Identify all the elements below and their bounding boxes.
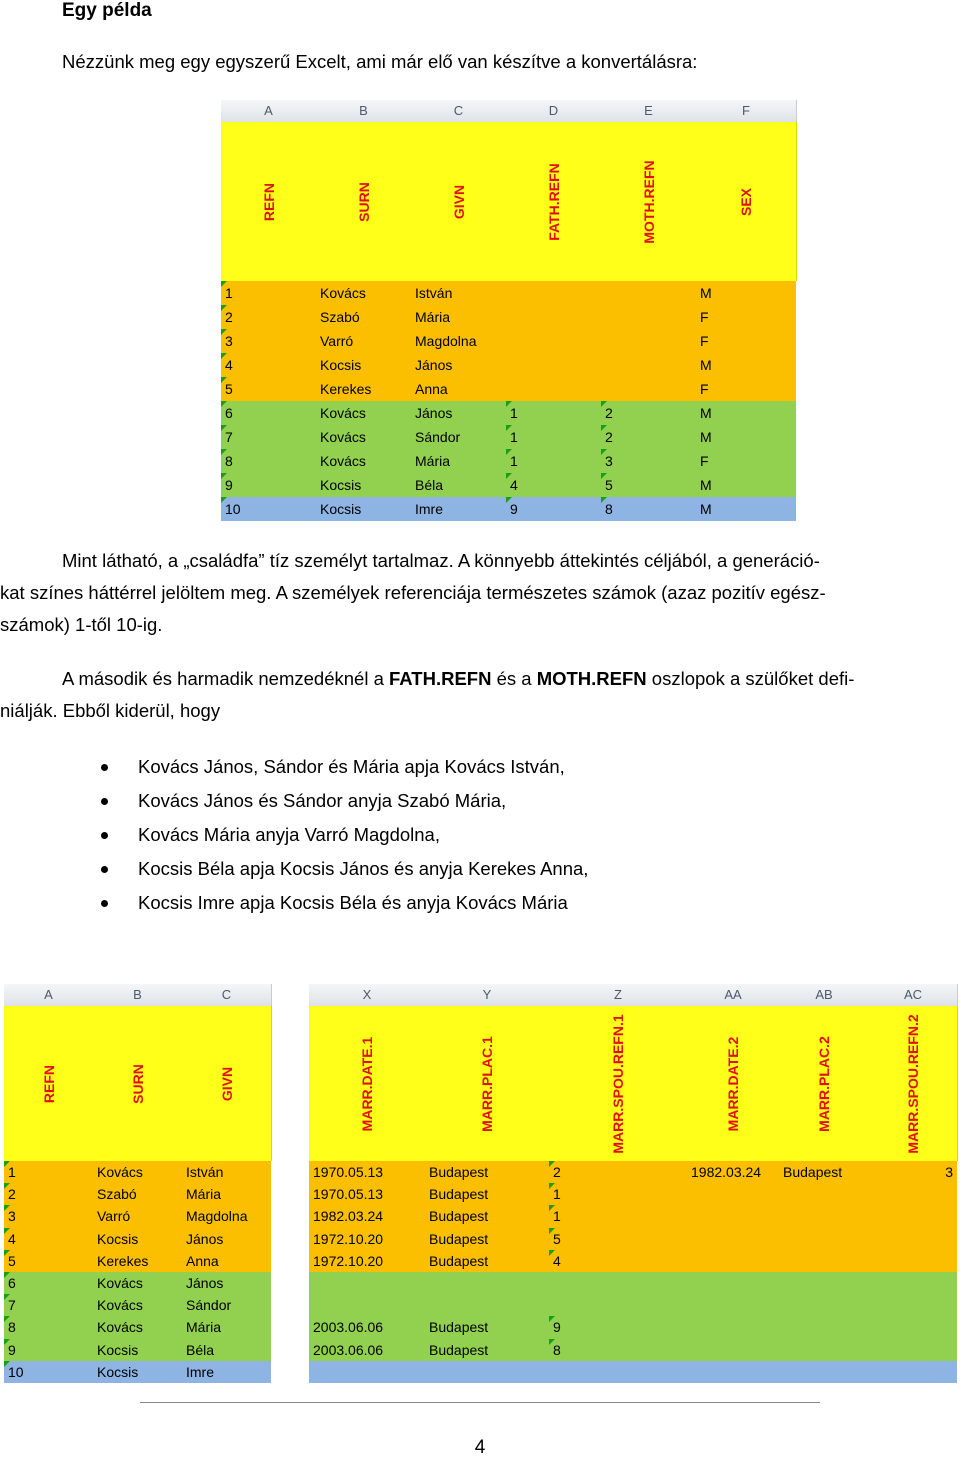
error-indicator-icon [221,401,227,407]
bold-term-fath-refn: FATH.REFN [389,668,492,689]
table-cell[interactable] [687,1361,779,1383]
error-indicator-icon [4,1294,10,1300]
header-cell [779,1006,870,1161]
table-row [4,1316,271,1338]
paragraph-line: Mint látható, a „családfa” tíz személyt tartalmaz. A könnyebb áttekintés céljából, a generáció- [62,550,820,571]
paragraph-line: niálják. Ebből kiderül, hogy [0,700,221,721]
header-label: MARR.SPOU.REFN.1 [610,1013,626,1154]
table-cell[interactable]: Kocsis [97,1341,139,1358]
table-row [309,1294,957,1316]
table-cell[interactable]: M [700,477,712,493]
table-cell[interactable]: Budapest [429,1230,489,1247]
header-cell [309,1006,426,1161]
header-label: SURN [355,181,372,222]
list-item: Kovács János, Sándor és Mária apja Kovács István, [0,750,588,784]
paragraph-line [0,663,952,695]
table-cell[interactable]: 9 [506,497,601,521]
error-indicator-icon [221,473,227,479]
table-cell[interactable]: 5 [549,1228,687,1250]
table-cell[interactable] [506,377,601,401]
table-cell[interactable]: Budapest [429,1186,489,1203]
table-cell[interactable] [309,1361,425,1383]
table-cell[interactable] [779,1250,869,1272]
table-cell[interactable] [309,1272,425,1294]
column-letter[interactable]: B [93,984,183,1007]
table-cell[interactable] [601,281,696,305]
table-cell[interactable]: 8 [549,1339,687,1361]
header-cell [182,1006,272,1161]
error-indicator-icon [4,1228,10,1234]
header-label: SEX [738,187,754,216]
header-cell [687,1006,780,1161]
table-cell[interactable]: M [700,501,712,517]
table-cell[interactable]: 8 [4,1316,93,1338]
table-cell[interactable]: Kocsis [320,501,362,517]
error-indicator-icon [549,1205,555,1211]
error-indicator-icon [549,1161,555,1167]
spreadsheet-1 [221,100,796,518]
table-row [309,1228,957,1250]
table-cell[interactable] [506,305,601,329]
text-run: oszlopok a szülőket defi- [646,668,855,689]
table-cell[interactable]: F [700,381,709,397]
table-cell[interactable]: Budapest [429,1164,489,1180]
paragraph-family-tree [0,545,952,641]
table-cell[interactable]: 10 [221,497,316,521]
error-indicator-icon [221,449,227,455]
error-indicator-icon [4,1183,10,1189]
error-indicator-icon [4,1272,10,1278]
paragraph-line: számok) 1-től 10-ig. [0,614,163,635]
table-cell[interactable]: István [186,1164,224,1180]
table-cell[interactable]: 2003.06.06 [313,1319,384,1336]
table-cell[interactable]: Varró [97,1208,131,1225]
table-cell[interactable]: 1 [4,1161,93,1183]
column-letter[interactable]: C [182,984,272,1007]
error-indicator-icon [221,353,227,359]
table-row [221,425,796,449]
table-cell[interactable]: 5 [4,1250,93,1272]
table-cell[interactable]: 3 [4,1205,93,1227]
table-cell[interactable]: F [700,333,709,349]
table-cell[interactable]: 4 [506,473,601,497]
error-indicator-icon [601,473,607,479]
table-cell[interactable]: Kovács [97,1275,143,1291]
table-cell[interactable] [779,1316,869,1338]
error-indicator-icon [221,329,227,335]
table-cell[interactable]: 4 [549,1250,687,1272]
table-row [4,1205,271,1227]
table-cell[interactable]: 4 [221,353,316,377]
list-item: Kocsis Imre apja Kocsis Béla és anyja Kovács Mária [0,886,588,920]
table-cell[interactable]: Anna [186,1252,219,1269]
error-indicator-icon [221,497,227,503]
table-cell[interactable]: 8 [221,449,316,473]
table-cell[interactable] [779,1272,869,1294]
table-cell[interactable] [869,1339,957,1361]
table-row [309,1183,957,1205]
table-cell[interactable]: 1972.10.20 [313,1252,384,1269]
table-row [309,1161,957,1183]
table-row [309,1272,957,1294]
table-cell[interactable]: Béla [186,1341,215,1358]
table-cell[interactable]: 1 [506,449,601,473]
table-cell[interactable]: 5 [221,377,316,401]
table-cell[interactable]: Kocsis [320,357,362,373]
table-cell[interactable]: Varró [320,333,354,349]
table-cell[interactable]: 2 [4,1183,93,1205]
header-label: MOTH.REFN [640,159,657,244]
table-cell[interactable]: F [700,453,709,469]
table-row [221,329,796,353]
table-cell[interactable] [687,1272,779,1294]
table-cell[interactable]: Kocsis [320,477,362,493]
table-cell[interactable] [425,1361,549,1383]
table-cell[interactable]: 8 [601,497,696,521]
table-cell[interactable] [687,1228,779,1250]
table-cell[interactable]: M [700,405,712,421]
table-cell[interactable]: 1970.05.13 [313,1164,384,1180]
table-cell[interactable]: Kocsis [97,1230,139,1247]
table-cell[interactable]: Imre [186,1363,214,1380]
column-letter[interactable]: B [316,100,412,123]
header-label: MARR.PLAC.2 [816,1035,832,1132]
table-cell[interactable]: 3 [601,449,696,473]
table-cell[interactable]: 1972.10.20 [313,1230,384,1247]
list-item: Kocsis Béla apja Kocsis János és anyja Kerekes Anna, [0,852,588,886]
error-indicator-icon [4,1316,10,1322]
table-cell[interactable] [425,1272,549,1294]
table-cell[interactable]: Kovács [320,285,366,301]
table-cell[interactable] [506,281,601,305]
paragraph-parents [0,663,952,727]
table-cell[interactable]: 2 [549,1161,687,1183]
table-cell[interactable]: 1 [549,1183,687,1205]
header-label: MARR.DATE.2 [725,1036,741,1131]
table-cell[interactable]: János [186,1275,224,1291]
text-run: A második és harmadik nemzedéknél a [62,668,390,689]
table-cell[interactable]: 2 [221,305,316,329]
table-row [309,1316,957,1338]
table-cell[interactable] [869,1228,957,1250]
error-indicator-icon [506,497,512,503]
table-row [309,1205,957,1227]
column-letter[interactable]: E [601,100,697,123]
table-cell[interactable]: 1 [221,281,316,305]
table-cell[interactable]: Kovács [97,1297,143,1314]
table-cell[interactable]: 1970.05.13 [313,1186,384,1203]
error-indicator-icon [4,1361,10,1367]
list-item: Kovács János és Sándor anyja Szabó Mária, [0,784,588,818]
table-cell[interactable]: Mária [415,309,451,325]
table-cell[interactable] [601,305,696,329]
table-cell[interactable] [601,377,696,401]
table-cell[interactable]: Sándor [186,1297,232,1314]
table-row [4,1250,271,1272]
table-row [4,1272,271,1294]
header-label: REFN [40,1064,57,1103]
table-cell[interactable]: Budapest [429,1341,489,1358]
table-cell[interactable]: 1982.03.24 [313,1208,384,1225]
error-indicator-icon [221,425,227,431]
table-cell[interactable]: Kovács [97,1164,143,1180]
error-indicator-icon [221,305,227,311]
text-run: és a [491,668,537,689]
column-letter[interactable]: Y [425,984,550,1007]
table-cell[interactable]: Szabó [97,1186,137,1203]
table-cell[interactable]: 9 [221,473,316,497]
table-cell[interactable]: Imre [415,501,443,517]
table-row [4,1228,271,1250]
table-cell[interactable]: M [700,285,712,301]
table-cell[interactable]: Kerekes [97,1252,149,1269]
table-cell[interactable] [549,1272,687,1294]
page-number: 4 [474,1437,486,1458]
table-cell[interactable] [687,1205,779,1227]
error-indicator-icon [601,425,607,431]
spreadsheet-2 [4,984,954,1380]
table-cell[interactable]: Sándor [415,429,461,445]
error-indicator-icon [549,1250,555,1256]
table-row [221,473,796,497]
table-cell[interactable]: 5 [601,473,696,497]
error-indicator-icon [4,1161,10,1167]
header-cell [4,1006,94,1161]
table-cell[interactable]: Budapest [429,1319,489,1336]
table-cell[interactable]: 9 [4,1339,93,1361]
table-cell[interactable]: Budapest [783,1164,843,1180]
table-cell[interactable]: János [415,405,453,421]
table-cell[interactable]: Kovács [320,429,366,445]
table-cell[interactable]: 3 [945,1164,953,1180]
paragraph-line: kat színes háttérrel jelöltem meg. A személyek referenciája természetes számok (azaz pozitív egész- [0,582,826,603]
table-cell[interactable] [779,1339,869,1361]
table-cell[interactable]: Béla [415,477,444,493]
header-label: FATH.REFN [545,162,562,241]
table-cell[interactable] [506,329,601,353]
table-cell[interactable]: 4 [4,1228,93,1250]
table-cell[interactable] [869,1183,957,1205]
header-label: MARR.SPOU.REFN.2 [905,1013,921,1154]
table-row [4,1294,271,1316]
error-indicator-icon [506,449,512,455]
error-indicator-icon [549,1228,555,1234]
table-cell[interactable]: 9 [549,1316,687,1338]
table-cell[interactable] [601,329,696,353]
table-cell[interactable]: F [700,309,709,325]
table-cell[interactable]: 1 [506,401,601,425]
table-cell[interactable] [869,1316,957,1338]
table-cell[interactable] [779,1183,869,1205]
table-row [221,353,796,377]
header-cell [601,122,697,281]
table-cell[interactable] [687,1294,779,1316]
table-cell[interactable] [687,1316,779,1338]
table-cell[interactable]: Budapest [429,1252,489,1269]
table-cell[interactable]: Mária [186,1319,222,1336]
table-row [4,1183,271,1205]
table-cell[interactable]: Kovács [320,405,366,421]
error-indicator-icon [4,1339,10,1345]
table-cell[interactable]: Kovács [320,453,366,469]
column-letter[interactable]: Z [549,984,688,1007]
table-cell[interactable] [869,1294,957,1316]
error-indicator-icon [221,281,227,287]
table-cell[interactable]: Mária [415,453,451,469]
error-indicator-icon [4,1250,10,1256]
table-cell[interactable]: János [186,1230,224,1247]
column-letter[interactable]: A [221,100,317,123]
table-cell[interactable]: 2 [601,425,696,449]
table-cell[interactable]: János [415,357,453,373]
header-label: REFN [260,182,277,221]
table-cell[interactable] [869,1272,957,1294]
column-letter[interactable]: AA [687,984,780,1007]
table-cell[interactable] [506,353,601,377]
table-cell[interactable]: 1 [549,1205,687,1227]
header-cell [411,122,507,281]
error-indicator-icon [506,473,512,479]
error-indicator-icon [601,401,607,407]
table-cell[interactable]: Mária [186,1186,222,1203]
column-letter[interactable]: X [309,984,426,1007]
table-cell[interactable] [687,1339,779,1361]
table-cell[interactable]: Anna [415,381,448,397]
header-cell [221,122,317,281]
header-label: MARR.DATE.1 [359,1036,375,1131]
header-cell [506,122,602,281]
section-heading: Egy példa [62,0,152,21]
table-row [221,281,796,305]
error-indicator-icon [506,401,512,407]
table-cell[interactable]: Szabó [320,309,360,325]
table-cell[interactable] [687,1250,779,1272]
table-row [221,305,796,329]
table-cell[interactable]: 1982.03.24 [691,1164,762,1180]
table-cell[interactable] [779,1205,869,1227]
bold-term-moth-refn: MOTH.REFN [536,668,647,689]
header-cell [316,122,412,281]
table-cell[interactable] [779,1228,869,1250]
error-indicator-icon [601,497,607,503]
table-row [221,449,796,473]
table-cell[interactable] [687,1183,779,1205]
header-cell [549,1006,688,1161]
table-row [4,1161,271,1183]
column-letter[interactable]: C [411,100,507,123]
error-indicator-icon [549,1183,555,1189]
column-letter[interactable]: F [696,100,797,123]
table-row [309,1361,957,1383]
table-cell[interactable]: 2 [601,401,696,425]
relationship-list [0,750,588,920]
table-cell[interactable]: 2003.06.06 [313,1341,384,1358]
table-cell[interactable]: Budapest [429,1208,489,1225]
table-cell[interactable] [869,1250,957,1272]
table-cell[interactable]: 3 [221,329,316,353]
intro-paragraph: Nézzünk meg egy egyszerű Excelt, ami már elő van készítve a konvertálásra: [62,51,698,72]
error-indicator-icon [4,1205,10,1211]
table-cell[interactable]: Kovács [97,1319,143,1336]
column-letter[interactable]: AC [869,984,958,1007]
list-item: Kovács Mária anyja Varró Magdolna, [0,818,588,852]
header-label: GIVN [450,184,467,219]
table-cell[interactable] [549,1361,687,1383]
header-cell [425,1006,550,1161]
table-cell[interactable] [601,353,696,377]
error-indicator-icon [601,449,607,455]
table-row [4,1361,271,1383]
column-letter[interactable]: D [506,100,602,123]
table-cell[interactable]: 10 [4,1361,93,1383]
table-cell[interactable] [549,1294,687,1316]
column-letter[interactable]: A [4,984,94,1007]
table-cell[interactable]: Magdolna [186,1208,248,1225]
error-indicator-icon [549,1316,555,1322]
table-cell[interactable] [425,1294,549,1316]
header-label: GIVN [218,1066,235,1101]
table-row [309,1250,957,1272]
table-cell[interactable]: 7 [221,425,316,449]
table-cell[interactable]: M [700,357,712,373]
header-label: SURN [129,1063,146,1104]
header-cell [696,122,797,281]
table-cell[interactable] [869,1361,957,1383]
table-cell[interactable]: 6 [4,1272,93,1294]
header-label: MARR.PLAC.1 [479,1035,495,1132]
header-cell [869,1006,958,1161]
table-cell[interactable] [779,1294,869,1316]
table-row [221,377,796,401]
table-cell[interactable]: István [415,285,453,301]
error-indicator-icon [221,377,227,383]
table-cell[interactable] [779,1361,869,1383]
table-cell[interactable]: 1 [506,425,601,449]
table-cell[interactable]: M [700,429,712,445]
table-row [309,1339,957,1361]
table-cell[interactable]: 6 [221,401,316,425]
column-letter[interactable]: AB [779,984,870,1007]
table-row [221,497,796,521]
table-cell[interactable]: Kocsis [97,1363,139,1380]
table-row [221,401,796,425]
table-cell[interactable]: Magdolna [415,333,477,349]
error-indicator-icon [549,1339,555,1345]
table-cell[interactable] [309,1294,425,1316]
footer-divider [140,1402,820,1403]
table-cell[interactable]: 7 [4,1294,93,1316]
error-indicator-icon [506,425,512,431]
table-cell[interactable]: Kerekes [320,381,372,397]
header-cell [93,1006,183,1161]
table-cell[interactable] [869,1205,957,1227]
table-row [4,1339,271,1361]
